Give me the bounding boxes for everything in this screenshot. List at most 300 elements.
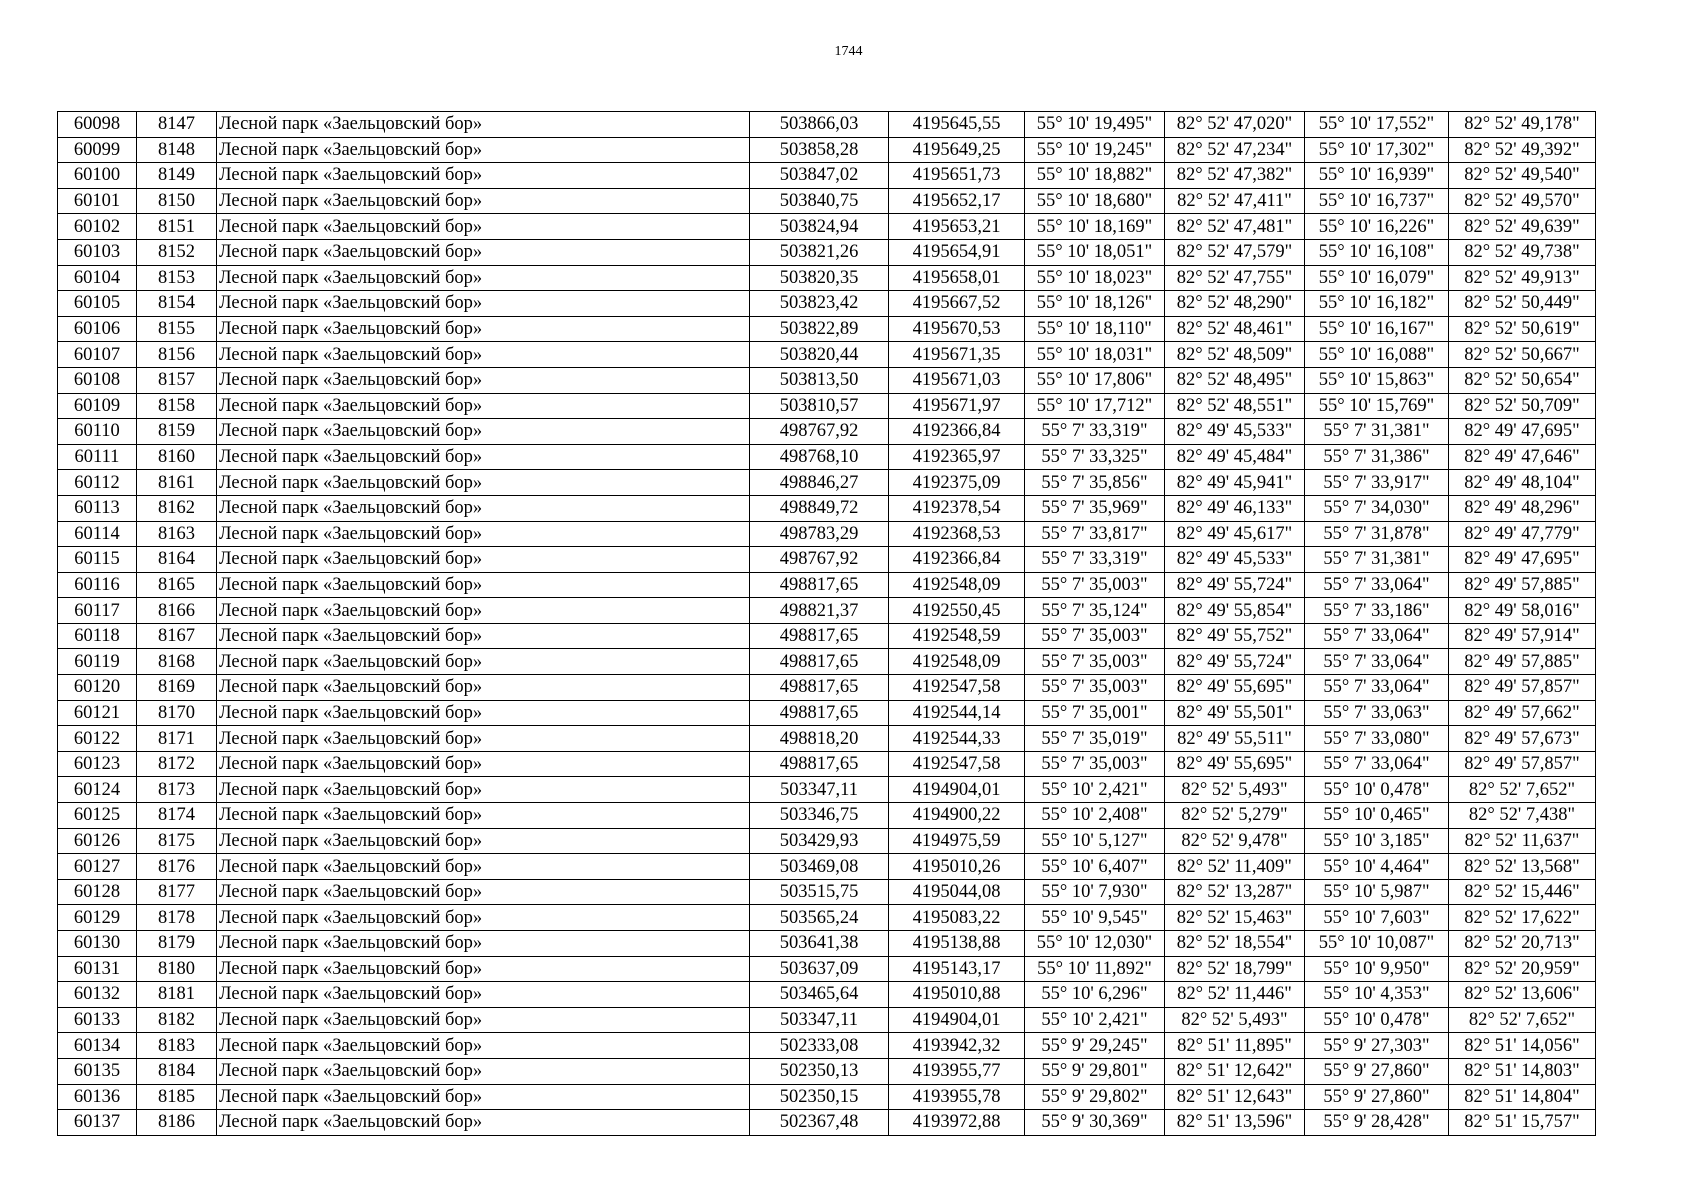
longitude-2-cell: 82° 51' 14,804" bbox=[1449, 1084, 1596, 1110]
row-number-cell: 60115 bbox=[58, 547, 137, 573]
object-name-cell: Лесной парк «Заельцовский бор» bbox=[217, 163, 750, 189]
longitude-cell: 82° 52' 18,799" bbox=[1165, 956, 1305, 982]
x-coordinate-cell: 503347,11 bbox=[750, 1007, 889, 1033]
latitude-cell: 55° 10' 2,408" bbox=[1025, 803, 1165, 829]
row-number-cell: 60128 bbox=[58, 879, 137, 905]
object-name-cell: Лесной парк «Заельцовский бор» bbox=[217, 1110, 750, 1136]
row-number-cell: 60101 bbox=[58, 188, 137, 214]
y-coordinate-cell: 4192366,84 bbox=[889, 419, 1025, 445]
object-name-cell: Лесной парк «Заельцовский бор» bbox=[217, 342, 750, 368]
latitude-2-cell: 55° 7' 31,381" bbox=[1305, 419, 1449, 445]
x-coordinate-cell: 503858,28 bbox=[750, 137, 889, 163]
y-coordinate-cell: 4195654,91 bbox=[889, 239, 1025, 265]
point-number-cell: 8157 bbox=[137, 367, 217, 393]
longitude-cell: 82° 51' 12,643" bbox=[1165, 1084, 1305, 1110]
point-number-cell: 8186 bbox=[137, 1110, 217, 1136]
latitude-2-cell: 55° 10' 16,108" bbox=[1305, 239, 1449, 265]
table-row bbox=[58, 1033, 1596, 1059]
longitude-cell: 82° 49' 55,854" bbox=[1165, 598, 1305, 624]
latitude-2-cell: 55° 10' 16,737" bbox=[1305, 188, 1449, 214]
y-coordinate-cell: 4193955,78 bbox=[889, 1084, 1025, 1110]
latitude-cell: 55° 7' 33,319" bbox=[1025, 547, 1165, 573]
y-coordinate-cell: 4193972,88 bbox=[889, 1110, 1025, 1136]
latitude-cell: 55° 10' 18,031" bbox=[1025, 342, 1165, 368]
longitude-cell: 82° 51' 12,642" bbox=[1165, 1058, 1305, 1084]
y-coordinate-cell: 4195670,53 bbox=[889, 316, 1025, 342]
latitude-2-cell: 55° 10' 10,087" bbox=[1305, 931, 1449, 957]
row-number-cell: 60105 bbox=[58, 291, 137, 317]
latitude-cell: 55° 10' 18,169" bbox=[1025, 214, 1165, 240]
object-name-cell: Лесной парк «Заельцовский бор» bbox=[217, 367, 750, 393]
x-coordinate-cell: 503346,75 bbox=[750, 803, 889, 829]
longitude-cell: 82° 49' 55,695" bbox=[1165, 675, 1305, 701]
row-number-cell: 60099 bbox=[58, 137, 137, 163]
row-number-cell: 60122 bbox=[58, 726, 137, 752]
point-number-cell: 8181 bbox=[137, 982, 217, 1008]
table-row bbox=[58, 598, 1596, 624]
latitude-2-cell: 55° 10' 16,088" bbox=[1305, 342, 1449, 368]
object-name-cell: Лесной парк «Заельцовский бор» bbox=[217, 393, 750, 419]
object-name-cell: Лесной парк «Заельцовский бор» bbox=[217, 982, 750, 1008]
latitude-cell: 55° 7' 33,325" bbox=[1025, 444, 1165, 470]
x-coordinate-cell: 503820,44 bbox=[750, 342, 889, 368]
point-number-cell: 8178 bbox=[137, 905, 217, 931]
x-coordinate-cell: 503637,09 bbox=[750, 956, 889, 982]
longitude-2-cell: 82° 52' 50,619" bbox=[1449, 316, 1596, 342]
row-number-cell: 60117 bbox=[58, 598, 137, 624]
point-number-cell: 8185 bbox=[137, 1084, 217, 1110]
latitude-2-cell: 55° 10' 16,167" bbox=[1305, 316, 1449, 342]
table-body bbox=[58, 112, 1596, 1136]
y-coordinate-cell: 4193955,77 bbox=[889, 1058, 1025, 1084]
latitude-cell: 55° 10' 7,930" bbox=[1025, 879, 1165, 905]
longitude-cell: 82° 52' 5,279" bbox=[1165, 803, 1305, 829]
latitude-2-cell: 55° 10' 7,603" bbox=[1305, 905, 1449, 931]
latitude-cell: 55° 10' 5,127" bbox=[1025, 828, 1165, 854]
longitude-cell: 82° 52' 48,551" bbox=[1165, 393, 1305, 419]
table-row bbox=[58, 623, 1596, 649]
point-number-cell: 8152 bbox=[137, 239, 217, 265]
latitude-2-cell: 55° 7' 33,064" bbox=[1305, 649, 1449, 675]
table-row bbox=[58, 931, 1596, 957]
point-number-cell: 8160 bbox=[137, 444, 217, 470]
row-number-cell: 60126 bbox=[58, 828, 137, 854]
longitude-2-cell: 82° 52' 13,606" bbox=[1449, 982, 1596, 1008]
row-number-cell: 60112 bbox=[58, 470, 137, 496]
table-row bbox=[58, 726, 1596, 752]
object-name-cell: Лесной парк «Заельцовский бор» bbox=[217, 675, 750, 701]
object-name-cell: Лесной парк «Заельцовский бор» bbox=[217, 188, 750, 214]
x-coordinate-cell: 498821,37 bbox=[750, 598, 889, 624]
latitude-2-cell: 55° 10' 16,939" bbox=[1305, 163, 1449, 189]
point-number-cell: 8153 bbox=[137, 265, 217, 291]
latitude-2-cell: 55° 10' 15,863" bbox=[1305, 367, 1449, 393]
object-name-cell: Лесной парк «Заельцовский бор» bbox=[217, 931, 750, 957]
x-coordinate-cell: 503565,24 bbox=[750, 905, 889, 931]
table-row bbox=[58, 854, 1596, 880]
longitude-cell: 82° 52' 48,495" bbox=[1165, 367, 1305, 393]
latitude-2-cell: 55° 7' 33,064" bbox=[1305, 623, 1449, 649]
y-coordinate-cell: 4192365,97 bbox=[889, 444, 1025, 470]
latitude-cell: 55° 10' 18,110" bbox=[1025, 316, 1165, 342]
x-coordinate-cell: 498817,65 bbox=[750, 649, 889, 675]
longitude-2-cell: 82° 52' 50,654" bbox=[1449, 367, 1596, 393]
longitude-cell: 82° 49' 45,617" bbox=[1165, 521, 1305, 547]
latitude-2-cell: 55° 7' 33,064" bbox=[1305, 751, 1449, 777]
row-number-cell: 60098 bbox=[58, 112, 137, 138]
x-coordinate-cell: 498846,27 bbox=[750, 470, 889, 496]
latitude-2-cell: 55° 10' 17,302" bbox=[1305, 137, 1449, 163]
table-row bbox=[58, 572, 1596, 598]
y-coordinate-cell: 4195138,88 bbox=[889, 931, 1025, 957]
latitude-cell: 55° 10' 6,407" bbox=[1025, 854, 1165, 880]
object-name-cell: Лесной парк «Заельцовский бор» bbox=[217, 137, 750, 163]
latitude-cell: 55° 7' 33,817" bbox=[1025, 521, 1165, 547]
longitude-cell: 82° 52' 47,579" bbox=[1165, 239, 1305, 265]
longitude-2-cell: 82° 52' 50,449" bbox=[1449, 291, 1596, 317]
coordinates-table bbox=[57, 111, 1596, 1136]
latitude-2-cell: 55° 7' 33,917" bbox=[1305, 470, 1449, 496]
object-name-cell: Лесной парк «Заельцовский бор» bbox=[217, 470, 750, 496]
point-number-cell: 8168 bbox=[137, 649, 217, 675]
longitude-2-cell: 82° 49' 48,104" bbox=[1449, 470, 1596, 496]
y-coordinate-cell: 4195010,26 bbox=[889, 854, 1025, 880]
longitude-cell: 82° 49' 55,511" bbox=[1165, 726, 1305, 752]
latitude-cell: 55° 9' 29,802" bbox=[1025, 1084, 1165, 1110]
longitude-2-cell: 82° 52' 20,959" bbox=[1449, 956, 1596, 982]
longitude-2-cell: 82° 51' 14,803" bbox=[1449, 1058, 1596, 1084]
longitude-cell: 82° 52' 9,478" bbox=[1165, 828, 1305, 854]
table-row bbox=[58, 367, 1596, 393]
y-coordinate-cell: 4194975,59 bbox=[889, 828, 1025, 854]
longitude-cell: 82° 49' 45,484" bbox=[1165, 444, 1305, 470]
latitude-cell: 55° 10' 2,421" bbox=[1025, 777, 1165, 803]
latitude-2-cell: 55° 10' 0,465" bbox=[1305, 803, 1449, 829]
longitude-cell: 82° 49' 55,724" bbox=[1165, 649, 1305, 675]
latitude-cell: 55° 10' 12,030" bbox=[1025, 931, 1165, 957]
table-row bbox=[58, 1084, 1596, 1110]
x-coordinate-cell: 503823,42 bbox=[750, 291, 889, 317]
x-coordinate-cell: 503347,11 bbox=[750, 777, 889, 803]
point-number-cell: 8170 bbox=[137, 700, 217, 726]
table-row bbox=[58, 521, 1596, 547]
y-coordinate-cell: 4195652,17 bbox=[889, 188, 1025, 214]
point-number-cell: 8158 bbox=[137, 393, 217, 419]
table-row bbox=[58, 112, 1596, 138]
latitude-2-cell: 55° 9' 27,860" bbox=[1305, 1084, 1449, 1110]
table-row bbox=[58, 214, 1596, 240]
latitude-cell: 55° 7' 35,003" bbox=[1025, 572, 1165, 598]
object-name-cell: Лесной парк «Заельцовский бор» bbox=[217, 316, 750, 342]
point-number-cell: 8169 bbox=[137, 675, 217, 701]
y-coordinate-cell: 4195143,17 bbox=[889, 956, 1025, 982]
longitude-2-cell: 82° 49' 57,914" bbox=[1449, 623, 1596, 649]
y-coordinate-cell: 4195010,88 bbox=[889, 982, 1025, 1008]
row-number-cell: 60110 bbox=[58, 419, 137, 445]
latitude-cell: 55° 10' 19,245" bbox=[1025, 137, 1165, 163]
longitude-2-cell: 82° 49' 58,016" bbox=[1449, 598, 1596, 624]
table-row bbox=[58, 1110, 1596, 1136]
row-number-cell: 60131 bbox=[58, 956, 137, 982]
object-name-cell: Лесной парк «Заельцовский бор» bbox=[217, 495, 750, 521]
latitude-2-cell: 55° 7' 33,080" bbox=[1305, 726, 1449, 752]
point-number-cell: 8162 bbox=[137, 495, 217, 521]
table-row bbox=[58, 905, 1596, 931]
row-number-cell: 60134 bbox=[58, 1033, 137, 1059]
point-number-cell: 8155 bbox=[137, 316, 217, 342]
latitude-cell: 55° 7' 35,003" bbox=[1025, 675, 1165, 701]
latitude-2-cell: 55° 10' 4,464" bbox=[1305, 854, 1449, 880]
page-number: 1744 bbox=[834, 44, 863, 59]
object-name-cell: Лесной парк «Заельцовский бор» bbox=[217, 265, 750, 291]
latitude-2-cell: 55° 7' 33,064" bbox=[1305, 675, 1449, 701]
x-coordinate-cell: 498783,29 bbox=[750, 521, 889, 547]
longitude-2-cell: 82° 52' 15,446" bbox=[1449, 879, 1596, 905]
x-coordinate-cell: 498817,65 bbox=[750, 675, 889, 701]
point-number-cell: 8151 bbox=[137, 214, 217, 240]
x-coordinate-cell: 503810,57 bbox=[750, 393, 889, 419]
table-row bbox=[58, 239, 1596, 265]
y-coordinate-cell: 4192368,53 bbox=[889, 521, 1025, 547]
point-number-cell: 8177 bbox=[137, 879, 217, 905]
x-coordinate-cell: 498817,65 bbox=[750, 572, 889, 598]
y-coordinate-cell: 4194904,01 bbox=[889, 1007, 1025, 1033]
point-number-cell: 8180 bbox=[137, 956, 217, 982]
longitude-2-cell: 82° 49' 48,296" bbox=[1449, 495, 1596, 521]
y-coordinate-cell: 4195651,73 bbox=[889, 163, 1025, 189]
longitude-cell: 82° 51' 11,895" bbox=[1165, 1033, 1305, 1059]
latitude-cell: 55° 7' 35,124" bbox=[1025, 598, 1165, 624]
y-coordinate-cell: 4192547,58 bbox=[889, 675, 1025, 701]
row-number-cell: 60136 bbox=[58, 1084, 137, 1110]
object-name-cell: Лесной парк «Заельцовский бор» bbox=[217, 649, 750, 675]
point-number-cell: 8164 bbox=[137, 547, 217, 573]
longitude-2-cell: 82° 49' 57,885" bbox=[1449, 649, 1596, 675]
longitude-2-cell: 82° 52' 7,438" bbox=[1449, 803, 1596, 829]
row-number-cell: 60123 bbox=[58, 751, 137, 777]
latitude-2-cell: 55° 9' 27,860" bbox=[1305, 1058, 1449, 1084]
x-coordinate-cell: 503866,03 bbox=[750, 112, 889, 138]
longitude-2-cell: 82° 49' 47,779" bbox=[1449, 521, 1596, 547]
longitude-cell: 82° 49' 45,941" bbox=[1165, 470, 1305, 496]
latitude-cell: 55° 7' 35,019" bbox=[1025, 726, 1165, 752]
object-name-cell: Лесной парк «Заельцовский бор» bbox=[217, 1058, 750, 1084]
x-coordinate-cell: 503820,35 bbox=[750, 265, 889, 291]
latitude-cell: 55° 7' 33,319" bbox=[1025, 419, 1165, 445]
latitude-cell: 55° 10' 18,051" bbox=[1025, 239, 1165, 265]
table-row bbox=[58, 803, 1596, 829]
y-coordinate-cell: 4195083,22 bbox=[889, 905, 1025, 931]
row-number-cell: 60118 bbox=[58, 623, 137, 649]
table-row bbox=[58, 828, 1596, 854]
point-number-cell: 8182 bbox=[137, 1007, 217, 1033]
y-coordinate-cell: 4192544,14 bbox=[889, 700, 1025, 726]
point-number-cell: 8171 bbox=[137, 726, 217, 752]
longitude-cell: 82° 52' 47,020" bbox=[1165, 112, 1305, 138]
y-coordinate-cell: 4193942,32 bbox=[889, 1033, 1025, 1059]
latitude-cell: 55° 10' 18,680" bbox=[1025, 188, 1165, 214]
longitude-cell: 82° 52' 11,409" bbox=[1165, 854, 1305, 880]
latitude-2-cell: 55° 10' 16,226" bbox=[1305, 214, 1449, 240]
longitude-cell: 82° 52' 47,382" bbox=[1165, 163, 1305, 189]
longitude-2-cell: 82° 52' 50,667" bbox=[1449, 342, 1596, 368]
point-number-cell: 8147 bbox=[137, 112, 217, 138]
object-name-cell: Лесной парк «Заельцовский бор» bbox=[217, 112, 750, 138]
y-coordinate-cell: 4192366,84 bbox=[889, 547, 1025, 573]
longitude-2-cell: 82° 49' 47,646" bbox=[1449, 444, 1596, 470]
y-coordinate-cell: 4195649,25 bbox=[889, 137, 1025, 163]
object-name-cell: Лесной парк «Заельцовский бор» bbox=[217, 239, 750, 265]
y-coordinate-cell: 4192550,45 bbox=[889, 598, 1025, 624]
object-name-cell: Лесной парк «Заельцовский бор» bbox=[217, 214, 750, 240]
y-coordinate-cell: 4194904,01 bbox=[889, 777, 1025, 803]
latitude-cell: 55° 10' 19,495" bbox=[1025, 112, 1165, 138]
longitude-2-cell: 82° 51' 15,757" bbox=[1449, 1110, 1596, 1136]
longitude-2-cell: 82° 51' 14,056" bbox=[1449, 1033, 1596, 1059]
object-name-cell: Лесной парк «Заельцовский бор» bbox=[217, 828, 750, 854]
longitude-2-cell: 82° 49' 57,857" bbox=[1449, 675, 1596, 701]
y-coordinate-cell: 4192547,58 bbox=[889, 751, 1025, 777]
latitude-2-cell: 55° 7' 31,381" bbox=[1305, 547, 1449, 573]
table-row bbox=[58, 444, 1596, 470]
longitude-2-cell: 82° 49' 47,695" bbox=[1449, 547, 1596, 573]
table-row bbox=[58, 700, 1596, 726]
table-row bbox=[58, 675, 1596, 701]
longitude-2-cell: 82° 49' 57,662" bbox=[1449, 700, 1596, 726]
object-name-cell: Лесной парк «Заельцовский бор» bbox=[217, 598, 750, 624]
latitude-cell: 55° 10' 11,892" bbox=[1025, 956, 1165, 982]
longitude-cell: 82° 51' 13,596" bbox=[1165, 1110, 1305, 1136]
y-coordinate-cell: 4195653,21 bbox=[889, 214, 1025, 240]
table-row bbox=[58, 982, 1596, 1008]
table-row bbox=[58, 265, 1596, 291]
point-number-cell: 8150 bbox=[137, 188, 217, 214]
y-coordinate-cell: 4195671,35 bbox=[889, 342, 1025, 368]
point-number-cell: 8159 bbox=[137, 419, 217, 445]
x-coordinate-cell: 503515,75 bbox=[750, 879, 889, 905]
longitude-2-cell: 82° 52' 49,178" bbox=[1449, 112, 1596, 138]
latitude-2-cell: 55° 10' 16,079" bbox=[1305, 265, 1449, 291]
x-coordinate-cell: 503813,50 bbox=[750, 367, 889, 393]
row-number-cell: 60137 bbox=[58, 1110, 137, 1136]
object-name-cell: Лесной парк «Заельцовский бор» bbox=[217, 547, 750, 573]
longitude-cell: 82° 52' 47,481" bbox=[1165, 214, 1305, 240]
point-number-cell: 8165 bbox=[137, 572, 217, 598]
row-number-cell: 60104 bbox=[58, 265, 137, 291]
longitude-cell: 82° 49' 55,501" bbox=[1165, 700, 1305, 726]
table-row bbox=[58, 393, 1596, 419]
x-coordinate-cell: 502350,13 bbox=[750, 1058, 889, 1084]
longitude-cell: 82° 52' 13,287" bbox=[1165, 879, 1305, 905]
y-coordinate-cell: 4195044,08 bbox=[889, 879, 1025, 905]
longitude-cell: 82° 49' 46,133" bbox=[1165, 495, 1305, 521]
longitude-2-cell: 82° 49' 57,857" bbox=[1449, 751, 1596, 777]
latitude-2-cell: 55° 7' 33,064" bbox=[1305, 572, 1449, 598]
object-name-cell: Лесной парк «Заельцовский бор» bbox=[217, 572, 750, 598]
x-coordinate-cell: 498817,65 bbox=[750, 751, 889, 777]
longitude-cell: 82° 52' 11,446" bbox=[1165, 982, 1305, 1008]
point-number-cell: 8179 bbox=[137, 931, 217, 957]
object-name-cell: Лесной парк «Заельцовский бор» bbox=[217, 1084, 750, 1110]
table-row bbox=[58, 163, 1596, 189]
table-row bbox=[58, 879, 1596, 905]
point-number-cell: 8149 bbox=[137, 163, 217, 189]
row-number-cell: 60102 bbox=[58, 214, 137, 240]
point-number-cell: 8154 bbox=[137, 291, 217, 317]
object-name-cell: Лесной парк «Заельцовский бор» bbox=[217, 521, 750, 547]
table-row bbox=[58, 419, 1596, 445]
x-coordinate-cell: 498768,10 bbox=[750, 444, 889, 470]
latitude-cell: 55° 10' 18,023" bbox=[1025, 265, 1165, 291]
row-number-cell: 60127 bbox=[58, 854, 137, 880]
point-number-cell: 8156 bbox=[137, 342, 217, 368]
point-number-cell: 8176 bbox=[137, 854, 217, 880]
longitude-2-cell: 82° 52' 11,637" bbox=[1449, 828, 1596, 854]
x-coordinate-cell: 503465,64 bbox=[750, 982, 889, 1008]
table-row bbox=[58, 1007, 1596, 1033]
x-coordinate-cell: 503429,93 bbox=[750, 828, 889, 854]
latitude-2-cell: 55° 9' 28,428" bbox=[1305, 1110, 1449, 1136]
longitude-2-cell: 82° 49' 57,673" bbox=[1449, 726, 1596, 752]
latitude-2-cell: 55° 10' 15,769" bbox=[1305, 393, 1449, 419]
latitude-cell: 55° 9' 29,801" bbox=[1025, 1058, 1165, 1084]
latitude-cell: 55° 7' 35,001" bbox=[1025, 700, 1165, 726]
y-coordinate-cell: 4195667,52 bbox=[889, 291, 1025, 317]
x-coordinate-cell: 498849,72 bbox=[750, 495, 889, 521]
object-name-cell: Лесной парк «Заельцовский бор» bbox=[217, 803, 750, 829]
y-coordinate-cell: 4195671,03 bbox=[889, 367, 1025, 393]
latitude-2-cell: 55° 10' 5,987" bbox=[1305, 879, 1449, 905]
longitude-2-cell: 82° 52' 49,913" bbox=[1449, 265, 1596, 291]
longitude-2-cell: 82° 52' 49,639" bbox=[1449, 214, 1596, 240]
x-coordinate-cell: 498767,92 bbox=[750, 547, 889, 573]
longitude-cell: 82° 52' 48,461" bbox=[1165, 316, 1305, 342]
x-coordinate-cell: 502367,48 bbox=[750, 1110, 889, 1136]
point-number-cell: 8167 bbox=[137, 623, 217, 649]
longitude-cell: 82° 52' 5,493" bbox=[1165, 777, 1305, 803]
row-number-cell: 60103 bbox=[58, 239, 137, 265]
x-coordinate-cell: 503641,38 bbox=[750, 931, 889, 957]
object-name-cell: Лесной парк «Заельцовский бор» bbox=[217, 1033, 750, 1059]
y-coordinate-cell: 4192378,54 bbox=[889, 495, 1025, 521]
row-number-cell: 60109 bbox=[58, 393, 137, 419]
table-row bbox=[58, 188, 1596, 214]
longitude-cell: 82° 52' 48,290" bbox=[1165, 291, 1305, 317]
row-number-cell: 60100 bbox=[58, 163, 137, 189]
table-row bbox=[58, 316, 1596, 342]
longitude-cell: 82° 52' 5,493" bbox=[1165, 1007, 1305, 1033]
point-number-cell: 8175 bbox=[137, 828, 217, 854]
y-coordinate-cell: 4195658,01 bbox=[889, 265, 1025, 291]
x-coordinate-cell: 502333,08 bbox=[750, 1033, 889, 1059]
row-number-cell: 60111 bbox=[58, 444, 137, 470]
table-row bbox=[58, 777, 1596, 803]
latitude-2-cell: 55° 7' 31,386" bbox=[1305, 444, 1449, 470]
x-coordinate-cell: 503847,02 bbox=[750, 163, 889, 189]
latitude-2-cell: 55° 7' 34,030" bbox=[1305, 495, 1449, 521]
object-name-cell: Лесной парк «Заельцовский бор» bbox=[217, 444, 750, 470]
latitude-cell: 55° 7' 35,003" bbox=[1025, 623, 1165, 649]
y-coordinate-cell: 4195671,97 bbox=[889, 393, 1025, 419]
latitude-cell: 55° 10' 17,806" bbox=[1025, 367, 1165, 393]
longitude-cell: 82° 52' 47,411" bbox=[1165, 188, 1305, 214]
row-number-cell: 60124 bbox=[58, 777, 137, 803]
latitude-cell: 55° 10' 18,882" bbox=[1025, 163, 1165, 189]
row-number-cell: 60116 bbox=[58, 572, 137, 598]
longitude-2-cell: 82° 52' 17,622" bbox=[1449, 905, 1596, 931]
object-name-cell: Лесной парк «Заельцовский бор» bbox=[217, 291, 750, 317]
row-number-cell: 60125 bbox=[58, 803, 137, 829]
